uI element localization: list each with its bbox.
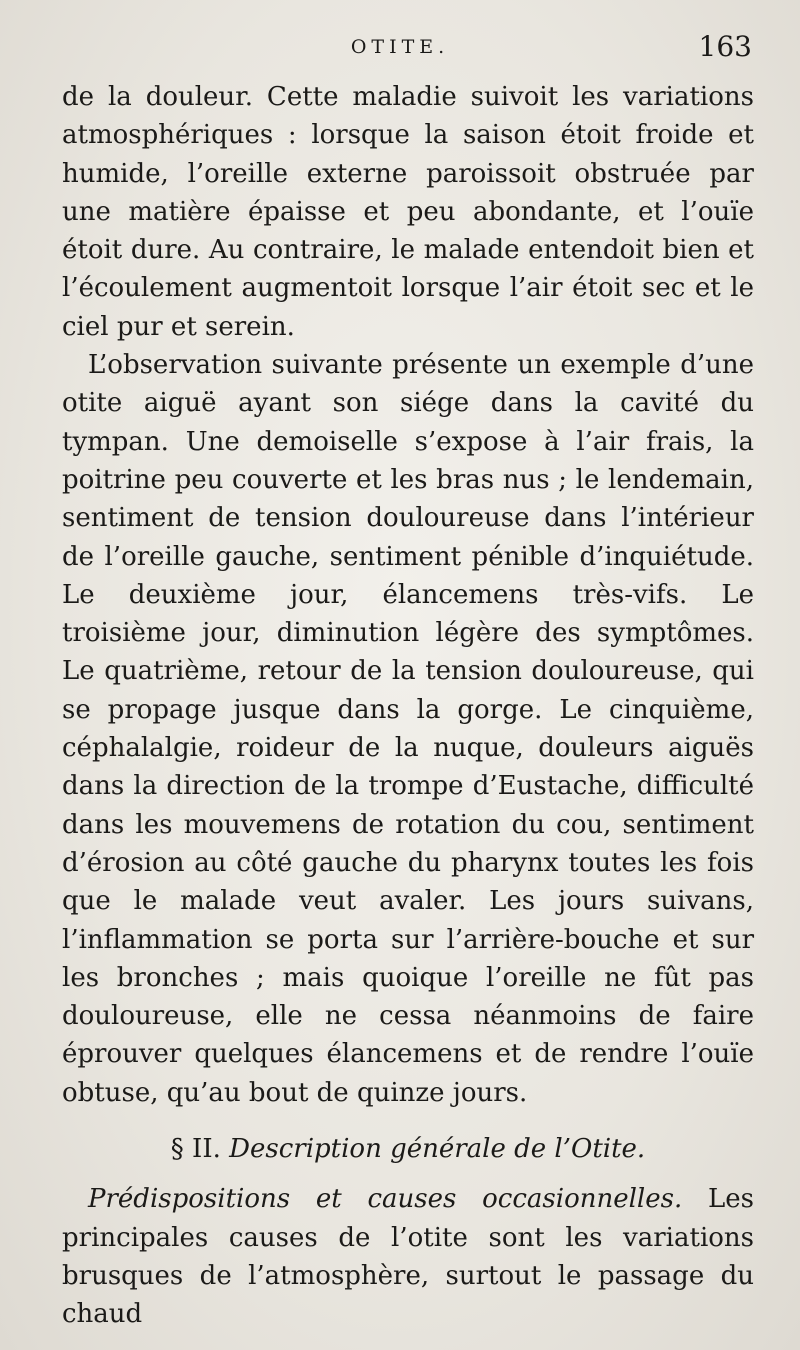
section-number: § II.	[170, 1134, 221, 1165]
paragraph-continuation: de la douleur. Cette maladie suivoit les variations atmosphériques : lorsque la saison étoit froide et humide, l’oreille externe paroissoit obstruée par une matière épaisse et peu abondante, et l’ouïe étoit dure. Au contraire, le malade entendoit bien et l’écoulement augmentoit lorsque l’air étoit sec et le ciel pur et serein.	[62, 82, 754, 342]
page-body	[62, 78, 754, 1334]
section-heading	[62, 1130, 754, 1168]
subsection-heading: Prédispositions et causes occasionnelles.	[88, 1184, 683, 1215]
subsection-text: Les principales causes de l’otite sont les variations brusques de l’atmosphère, surtout le passage du chaud	[62, 1184, 754, 1330]
page-number: 163	[698, 30, 752, 63]
paragraph-causes	[62, 1180, 754, 1333]
section-title: Description générale de l’Otite.	[229, 1134, 646, 1165]
running-title: OTITE.	[350, 36, 450, 58]
paragraph-observation: L’observation suivante présente un exemple d’une otite aiguë ayant son siége dans la cavité du tympan. Une demoiselle s’expose à l’air frais, la poitrine peu couverte et les bras nus ; le lendemain, sentiment de tension douloureuse dans l’intérieur de l’oreille gauche, sentiment pénible d’inquiétude. Le deuxième jour, élancemens très-vifs. Le troisième jour, diminution légère des symptômes. Le quatrième, retour de la tension douloureuse, qui se propage jusque dans la gorge. Le cinquième, céphalalgie, roideur de la nuque, douleurs aiguës dans la direction de la trompe d’Eustache, difficulté dans les mouvemens de rotation du cou, sentiment d’érosion au côté gauche du pharynx toutes les fois que le malade veut avaler. Les jours suivans, l’inflammation se porta sur l’arrière-bouche et sur les bronches ; mais quoique l’oreille ne fût pas douloureuse, elle ne cessa néanmoins de faire éprouver quelques élancemens et de rendre l’ouïe obtuse, qu’au bout de quinze jours.	[62, 350, 754, 1108]
